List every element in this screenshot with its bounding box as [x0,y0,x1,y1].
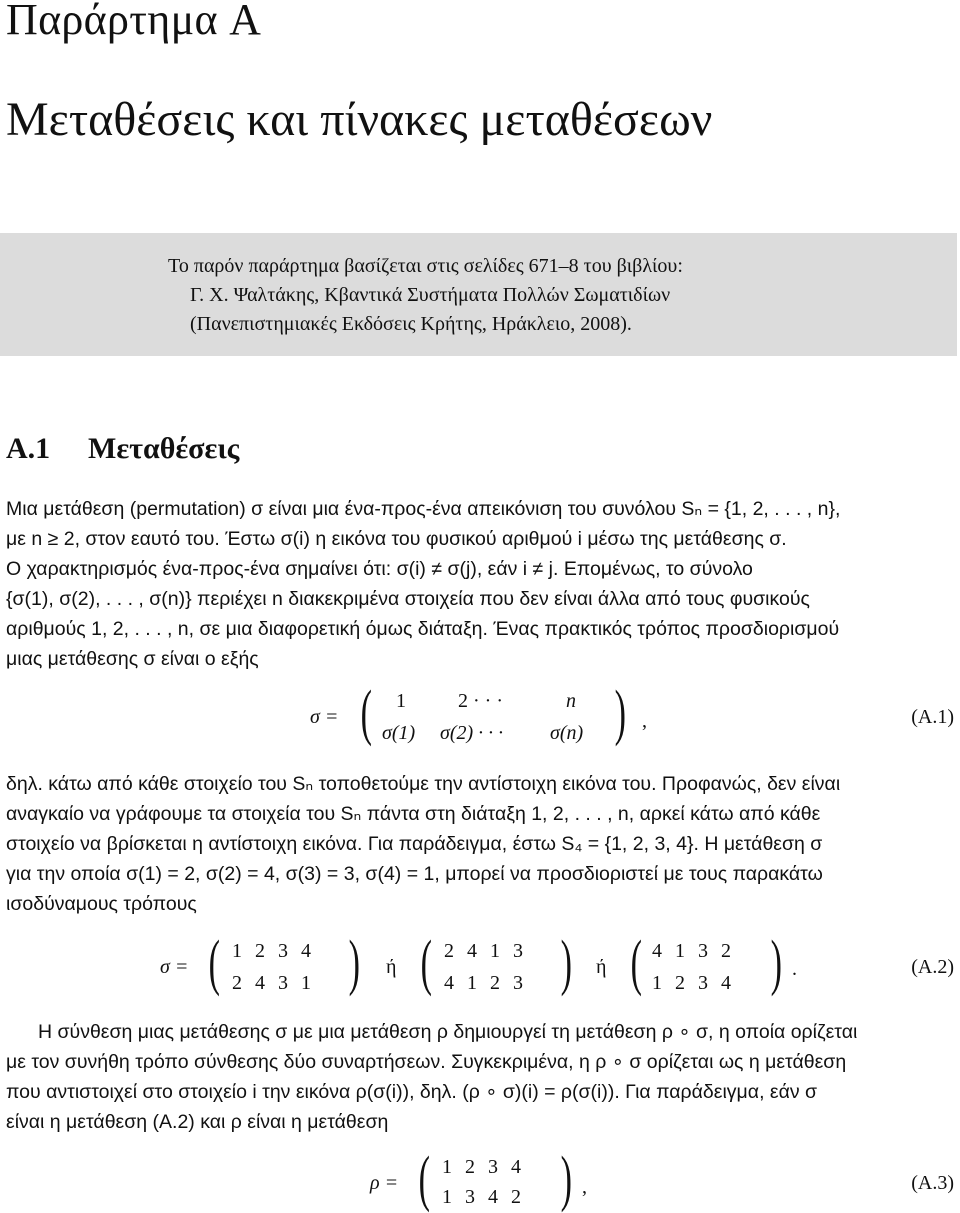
para2-line-3: στοιχείο να βρίσκεται η αντίστοιχη εικόνα. Για παράδειγμα, έστω S₄ = {1, 2, 3, 4}. Η μετάθεση σ [6,833,823,855]
eq3-row2: 1 3 4 2 [442,1186,521,1208]
eq2-m2-left-paren: ( [420,929,433,997]
eq1-r2c1: σ(1) [382,722,416,744]
section-number: A.1 [6,432,51,465]
para1-line-2: με n ≥ 2, στον εαυτό του. Έστω σ(i) η εικόνα του φυσικού αριθμού i μέσω της μετάθεσης σ. [6,528,787,550]
eq3-right-paren: ) [560,1145,573,1213]
chapter-title: Μεταθέσεις και πίνακες μεταθέσεων [6,93,713,146]
eq2-m1-row2: 2 4 3 1 [232,972,311,994]
eq3-lhs: ρ = [370,1172,399,1194]
eq1-r2c2: σ(2) · · · [440,722,504,744]
para1-line-1: Μια μετάθεση (permutation) σ είναι μια ένα-προς-ένα απεικόνιση του συνόλου Sₙ = {1, 2, . . . , n}, [6,498,841,520]
eq2-m3-left-paren: ( [630,929,643,997]
eq1-r1c1: 1 [396,690,406,712]
eq2-period: . [792,958,797,980]
eq2-m1-right-paren: ) [348,929,361,997]
para3-line-3: που αντιστοιχεί στο στοιχείο i την εικόνα ρ(σ(i)), δηλ. (ρ ∘ σ)(i) = ρ(σ(i)). Για παράδειγμα, εάν σ [6,1081,818,1103]
para1-line-6: μιας μετάθεσης σ είναι ο εξής [6,648,259,670]
eq2-or-2: ή [596,956,607,978]
eq3-row1: 1 2 3 4 [442,1156,521,1178]
para2-line-2: αναγκαίο να γράφουμε τα στοιχεία του Sₙ πάντα στη διάταξη 1, 2, . . . , n, αρκεί κάτω από κάθε [6,803,821,825]
eq2-m3-right-paren: ) [770,929,783,997]
eq1-right-paren: ) [614,679,627,747]
para1-line-4: {σ(1), σ(2), . . . , σ(n)} περιέχει n διακεκριμένα στοιχεία που δεν είναι άλλα από τους φυσικούς [6,588,810,610]
para1-line-3: Ο χαρακτηρισμός ένα-προς-ένα σημαίνει ότι: σ(i) ≠ σ(j), εάν i ≠ j. Επομένως, το σύνολο [6,558,753,580]
para2-line-5: ισοδύναμους τρόπους [6,893,197,915]
eq3-comma: , [582,1176,587,1198]
eq1-left-paren: ( [360,679,373,747]
eq2-lhs: σ = [160,956,189,978]
section-title: Μεταθέσεις [88,432,240,465]
para3-line-4: είναι η μετάθεση (A.2) και ρ είναι η μετάθεση [6,1111,389,1133]
source-citation-box [0,233,957,356]
eq2-m2-row2: 4 1 2 3 [444,972,523,994]
appendix-label: Παράρτημα A [6,0,262,44]
eq1-r1c2: 2 · · · [458,690,503,712]
eq2-m2-right-paren: ) [560,929,573,997]
eq2-m1-row1: 1 2 3 4 [232,940,311,962]
section-heading [6,432,239,466]
source-line-1: Το παρόν παράρτημα βασίζεται στις σελίδες 671–8 του βιβλίου: [168,255,683,277]
eq1-r2c3: σ(n) [550,722,584,744]
para3-line-1: Η σύνθεση μιας μετάθεσης σ με μια μετάθεση ρ δημιουργεί τη μετάθεση ρ ∘ σ, η οποία ορίζεται [38,1021,858,1043]
eq2-m3-row1: 4 1 3 2 [652,940,731,962]
para2-line-1: δηλ. κάτω από κάθε στοιχείο του Sₙ τοποθετούμε την αντίστοιχη εικόνα του. Προφανώς, δεν είναι [6,773,841,795]
eq2-number: (A.2) [911,956,954,978]
eq1-comma: , [642,710,647,732]
para3-line-2: με τον συνήθη τρόπο σύνθεσης δύο συναρτήσεων. Συγκεκριμένα, η ρ ∘ σ ορίζεται ως η μετάθεση [6,1051,847,1073]
eq1-r1c3: n [566,690,576,712]
eq3-left-paren: ( [418,1145,431,1213]
eq2-or-1: ή [386,956,397,978]
source-line-3: (Πανεπιστημιακές Εκδόσεις Κρήτης, Ηράκλειο, 2008). [190,313,632,335]
eq1-lhs: σ = [310,706,339,728]
eq2-m2-row1: 2 4 1 3 [444,940,523,962]
para2-line-4: για την οποία σ(1) = 2, σ(2) = 4, σ(3) = 3, σ(4) = 1, μπορεί να προσδιοριστεί με τους παρακάτω [6,863,823,885]
para1-line-5: αριθμούς 1, 2, . . . , n, σε μια διαφορετική όμως διάταξη. Ένας πρακτικός τρόπος προσδιορισμού [6,618,840,640]
eq2-m1-left-paren: ( [208,929,221,997]
eq3-number: (A.3) [911,1172,954,1194]
eq1-number: (A.1) [911,706,954,728]
eq2-m3-row2: 1 2 3 4 [652,972,731,994]
source-line-2: Γ. Χ. Ψαλτάκης, Κβαντικά Συστήματα Πολλών Σωματιδίων [190,284,671,306]
